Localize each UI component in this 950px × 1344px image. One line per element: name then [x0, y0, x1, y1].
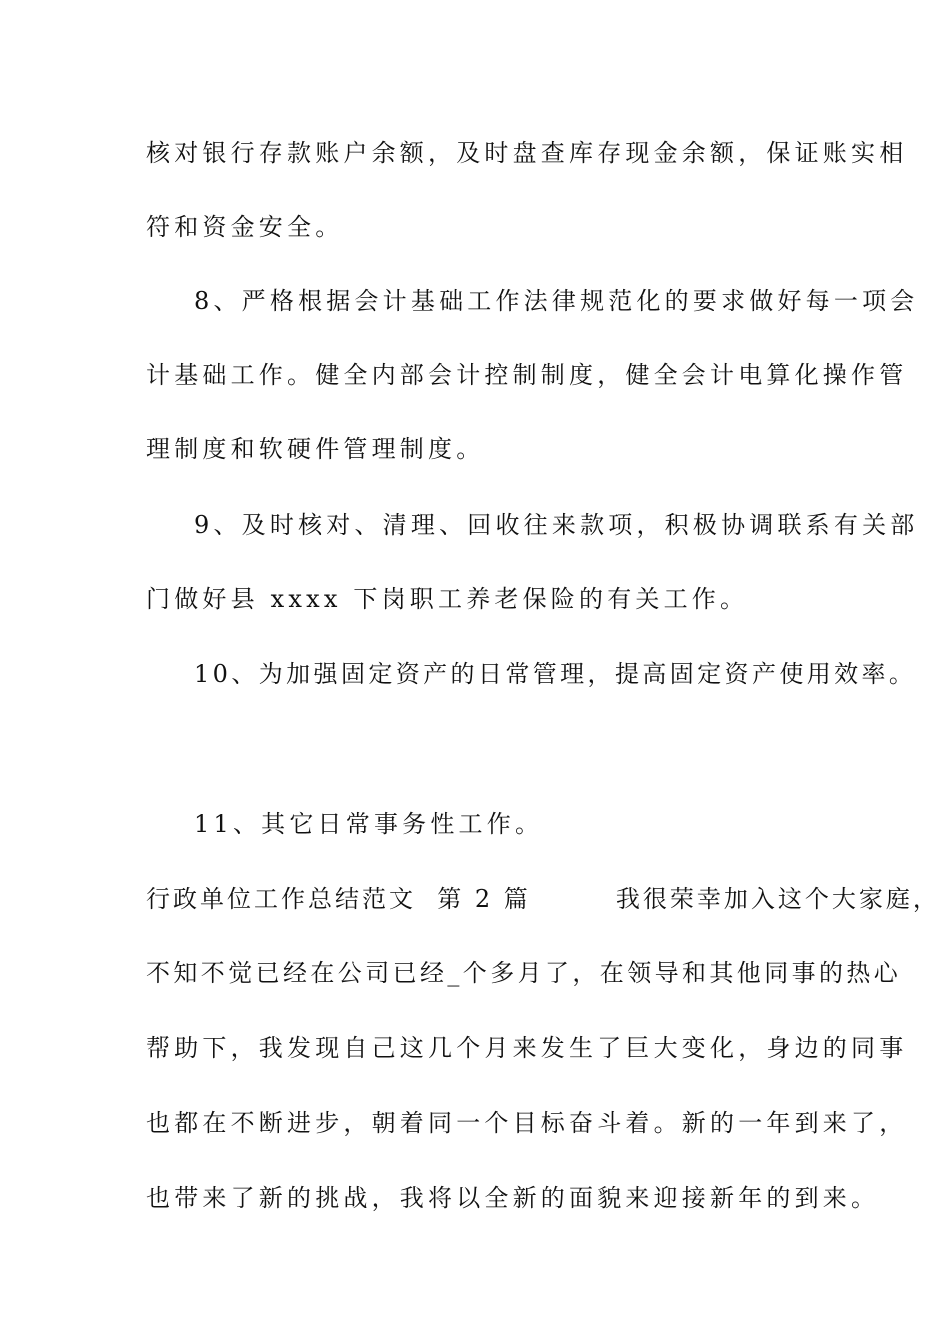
- paragraph-line: 9、及时核对、清理、回收往来款项，积极协调联系有关部: [194, 511, 919, 539]
- paragraph-line: 8、严格根据会计基础工作法律规范化的要求做好每一项会: [194, 287, 919, 315]
- paragraph-line: 理制度和软硬件管理制度。: [146, 435, 485, 463]
- paragraph-line: 门做好县 xxxx 下岗职工养老保险的有关工作。: [146, 585, 749, 613]
- paragraph-line: 不知不觉已经在公司已经_个多月了，在领导和其他同事的热心: [146, 959, 902, 987]
- paragraph-line: 也带来了新的挑战，我将以全新的面貌来迎接新年的到来。: [146, 1184, 880, 1212]
- paragraph-line: 核对银行存款账户余额，及时盘查库存现金余额，保证账实相: [146, 139, 908, 167]
- paragraph-line: 计基础工作。健全内部会计控制制度，健全会计电算化操作管: [146, 361, 908, 389]
- paragraph-line: 行政单位工作总结范文 第 2 篇 我很荣幸加入这个大家庭，: [146, 885, 940, 913]
- paragraph-line: 符和资金安全。: [146, 213, 344, 241]
- paragraph-line: 也都在不断进步，朝着同一个目标奋斗着。新的一年到来了，: [146, 1109, 908, 1137]
- paragraph-line: 帮助下，我发现自己这几个月来发生了巨大变化，身边的同事: [146, 1034, 908, 1062]
- paragraph-line: 11、其它日常事务性工作。: [194, 810, 544, 838]
- paragraph-line: 10、为加强固定资产的日常管理，提高固定资产使用效率。: [194, 660, 917, 688]
